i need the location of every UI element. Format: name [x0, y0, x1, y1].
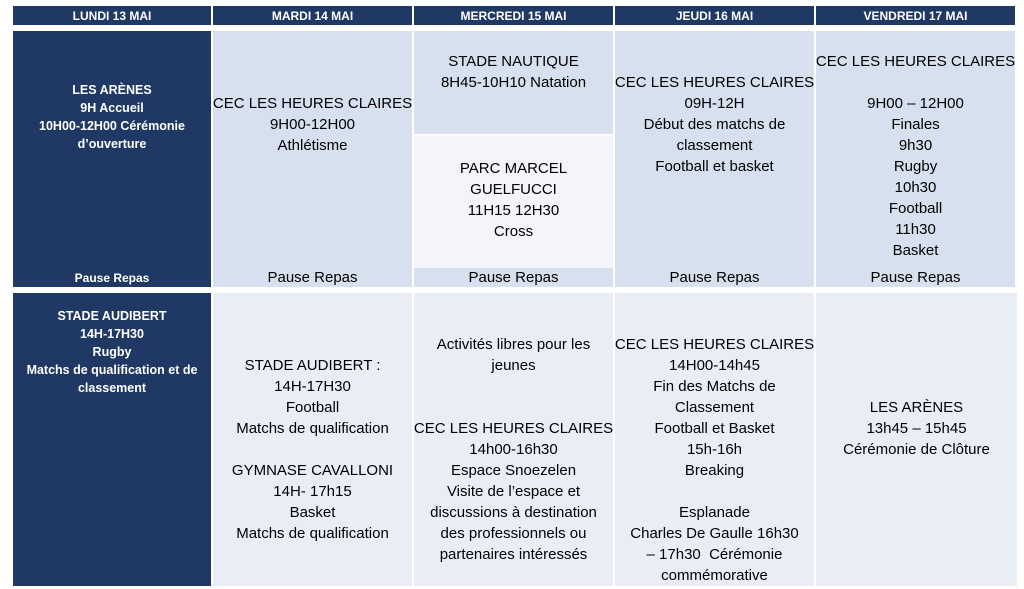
text-line: STADE AUDIBERT :: [244, 357, 381, 374]
text-line: Cross: [493, 223, 534, 240]
text-line: CEC LES HEURES CLAIRES: [614, 336, 815, 353]
text-line: 13h45 – 15h45: [866, 420, 967, 437]
afternoon-jeudi-text: [615, 334, 814, 586]
text-line: Début des matchs de: [643, 116, 786, 133]
text-line: 14H00-14h45: [669, 357, 760, 374]
text-line: PARC MARCEL: [459, 160, 568, 177]
text-line: CEC LES HEURES CLAIRES: [614, 74, 815, 91]
text-line: LES ARÈNES: [869, 399, 964, 416]
text-line: CEC LES HEURES CLAIRES: [212, 95, 413, 112]
text-line: classement: [676, 137, 753, 154]
text-line: Football: [285, 399, 340, 416]
text-line: 09H-12H: [684, 95, 745, 112]
text-line: 10h30: [894, 179, 937, 196]
afternoon-mercredi-text: [414, 334, 613, 565]
text-line: Matchs de qualification: [236, 525, 389, 542]
text-line: 14H- 17h15: [273, 483, 352, 500]
text-line: partenaires intéressés: [439, 546, 588, 563]
text-line: Cérémonie de Clôture: [843, 441, 990, 458]
header-mardi: MARDI 14 MAI: [213, 6, 414, 25]
text-line: GUELFUCCI: [470, 181, 557, 198]
morning-vendredi-text: [816, 51, 1015, 261]
text-line: Football: [888, 200, 943, 217]
morning-mardi-text: [213, 93, 412, 156]
text-line: GYMNASE CAVALLONI: [231, 462, 394, 479]
afternoon-lundi-text: [27, 307, 198, 397]
text-line: Rugby: [893, 158, 938, 175]
morning-jeudi-text: [615, 72, 814, 177]
text-line: Basket: [289, 504, 336, 521]
text-line: Athlétisme: [277, 137, 348, 154]
text-line: Matchs de qualification: [236, 420, 389, 437]
pause-lundi: Pause Repas: [13, 268, 213, 287]
text-line: discussions à destination: [430, 504, 597, 521]
text-line: Football et Basket: [654, 420, 775, 437]
text-line: Finales: [891, 116, 940, 133]
text-line: CEC LES HEURES CLAIRES: [413, 420, 614, 437]
header-jeudi: JEUDI 16 MAI: [615, 6, 816, 25]
text-line: Espace Snoezelen: [450, 462, 577, 479]
morning-vendredi: [816, 31, 1017, 268]
pause-mardi: Pause Repas: [213, 268, 414, 287]
text-line: LES ARÈNES: [72, 83, 152, 97]
text-line: 9h30: [898, 137, 933, 154]
text-line: 14h00-16h30: [469, 441, 558, 458]
morning-mardi: [213, 31, 414, 268]
text-line: Visite de l’espace et: [446, 483, 581, 500]
morning-mercredi-b-text: [460, 158, 567, 242]
text-line: Breaking: [684, 462, 745, 479]
morning-mercredi-a-text: [441, 51, 586, 93]
schedule-table: [13, 6, 1017, 586]
text-line: 14H-17H30: [274, 378, 351, 395]
text-line: CEC LES HEURES CLAIRES: [815, 53, 1016, 70]
text-line: d’ouverture: [77, 137, 147, 151]
morning-mercredi-b: [414, 136, 615, 268]
afternoon-vendredi-text: [843, 397, 990, 460]
text-line: 9H Accueil: [80, 101, 144, 115]
text-line: 15h-16h: [686, 441, 743, 458]
afternoon-vendredi: [816, 293, 1017, 586]
afternoon-mercredi: [414, 293, 615, 586]
text-line: Esplanade: [679, 504, 750, 521]
text-line: 9H00-12H00: [269, 116, 356, 133]
header-vendredi: VENDREDI 17 MAI: [816, 6, 1017, 25]
morning-lundi: [13, 31, 213, 268]
text-line: Rugby: [92, 345, 132, 359]
text-line: [511, 397, 515, 418]
text-line: [310, 439, 314, 460]
text-line: Charles De Gaulle 16h30: [630, 525, 799, 542]
text-line: Basket: [892, 242, 939, 259]
header-mercredi: MERCREDI 15 MAI: [414, 6, 615, 25]
text-line: des professionnels ou: [440, 525, 587, 542]
afternoon-mardi-text: [232, 355, 393, 544]
text-line: 10H00-12H00 Cérémonie: [39, 119, 185, 133]
text-line: [913, 72, 917, 93]
text-line: Classement: [674, 399, 755, 416]
text-line: classement: [77, 381, 147, 395]
pause-jeudi: Pause Repas: [615, 268, 816, 287]
text-line: – 17h30 Cérémonie: [646, 546, 783, 563]
text-line: 9H00 – 12H00: [867, 95, 964, 112]
text-line: 11h30: [895, 221, 936, 238]
text-line: Fin des Matchs de: [653, 378, 776, 395]
header-lundi: LUNDI 13 MAI: [13, 6, 213, 25]
text-line: 11H15 12H30: [467, 202, 560, 219]
afternoon-lundi: [13, 293, 213, 586]
morning-jeudi: [615, 31, 816, 268]
text-line: Activités libres pour les: [436, 336, 591, 353]
text-line: STADE NAUTIQUE: [448, 53, 579, 70]
text-line: commémorative: [661, 567, 768, 584]
morning-mercredi-a: [414, 31, 615, 136]
pause-vendredi: Pause Repas: [816, 268, 1017, 287]
afternoon-jeudi: [615, 293, 816, 586]
pause-mercredi: Pause Repas: [414, 268, 615, 287]
text-line: 14H-17H30: [80, 327, 144, 341]
text-line: STADE AUDIBERT: [57, 309, 167, 323]
text-line: [511, 376, 515, 397]
morning-lundi-text: [39, 81, 185, 153]
text-line: Matchs de qualification et de: [26, 363, 198, 377]
text-line: jeunes: [491, 357, 536, 374]
text-line: 8H45-10H10 Natation: [440, 74, 587, 91]
afternoon-mardi: [213, 293, 414, 586]
text-line: Football et basket: [655, 158, 774, 175]
text-line: [712, 481, 716, 502]
